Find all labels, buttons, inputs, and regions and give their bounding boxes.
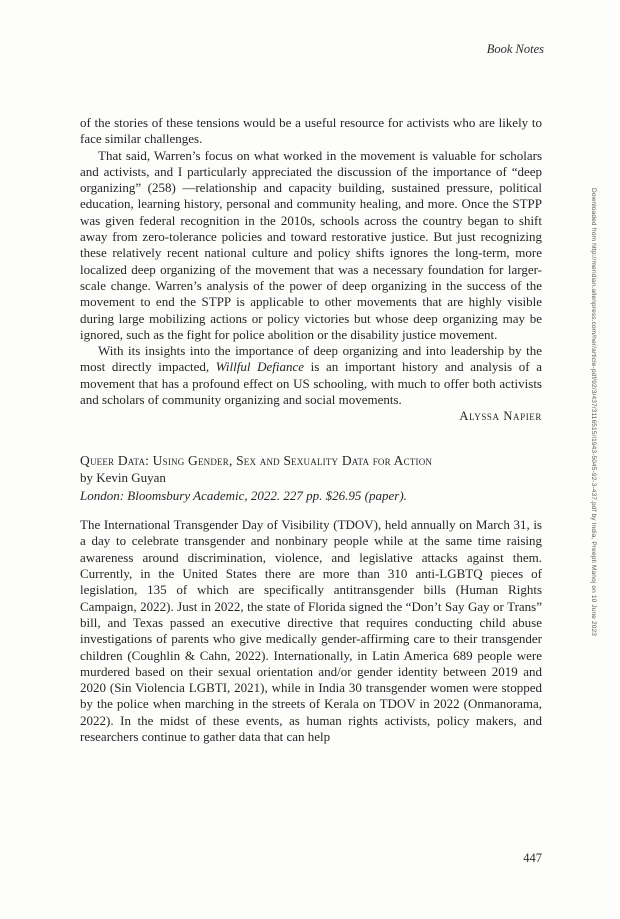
running-head: Book Notes (486, 42, 544, 56)
reviewer-name: Alyssa Napier (459, 409, 542, 424)
previous-review-text (80, 115, 542, 408)
paragraph (80, 115, 542, 148)
reviewer-line (80, 408, 542, 424)
body-text: of the stories of these tensions would be a useful resource for activists who are likely to face similar challenges. (80, 115, 542, 147)
book-publication-info: London: Bloomsbury Academic, 2022. 227 pp. $26.95 (paper). (80, 487, 407, 503)
page-body (80, 115, 542, 745)
book-title: Queer Data: Using Gender, Sex and Sexuality Data for Action (80, 452, 433, 468)
body-text: With its insights into the importance of deep organizing and into leadership by the most directly impacted, (80, 343, 542, 375)
body-text: The International Transgender Day of Visibility (TDOV), held annually on March 31, is a day to celebrate transgender and nonbinary people while at the same time raising awareness around discrimination, violence, and legislative attacks against them. Currently, in the United States there are more than 310 anti-LGBTQ pieces of legislation, 135 of which are specifically antitransgender bills (Human Rights Campaign, 2022). Just in 2022, the state of Florida signed the “Don’t Say Gay or Trans” bill, and Texas passed an executive directive that requires conducting child abuse investigations of parents who give medically gender-affirming care to their transgender children (Coughlin & Cahn, 2022). Internationally, in Latin America 689 people were murdered based on their sexual orientation and/or gender identity between 2019 and 2020 (Sin Violencia LGBTI, 2021), while in India 30 transgender women were stopped by the police when marching in the streets of Kerala on TDOV in 2022 (Onmanorama, 2022). In the midst of these events, as human rights activists, policy makers, and researchers continue to gather data that can help (80, 517, 542, 744)
body-text: is an important history and analysis of a movement that has a profound effect on US schooling, with much to offer both activists and scholars of community organizing and social movements. (80, 359, 542, 408)
italic-text: Willful Defiance (215, 359, 305, 375)
body-text: That said, Warren’s focus on what worked in the movement is valuable for scholars and activists, and I particularly appreciated the discussion of the importance of “deep organizing” (258) —relationship and capacity building, sustained pressure, political education, learning history, personal and community healing, and more. Once the STPP was given federal recognition in the 2010s, schools across the country began to shift away from zero-tolerance policies and toward restorative justice. But just recognizing these relatively recent national culture and policy shifts ignores the long-term, more localized deep organizing of the movement that was a necessary foundation for larger-scale change. Warren’s analysis of the power of deep organizing in the success of the movement to end the STPP is applicable to other movements that are highly visible during large mobilizing actions or policy victories but whose deep organizing may be ignored, such as the fight for police abolition or the disability justice movement. (80, 147, 542, 342)
paragraph (80, 148, 542, 344)
paragraph (80, 343, 542, 408)
book-author-byline: by Kevin Guyan (80, 470, 166, 486)
current-review-text (80, 517, 542, 745)
page-number: 447 (523, 851, 542, 865)
paragraph (80, 517, 542, 745)
book-heading (80, 452, 542, 505)
download-watermark: Downloaded from http://meridian.allenpress.com/her/article-pdf/92/3/437/3116515/i1943-5045-92-3-437.pdf by India, Preepti Manoj on 10 June 2023 (590, 188, 597, 637)
